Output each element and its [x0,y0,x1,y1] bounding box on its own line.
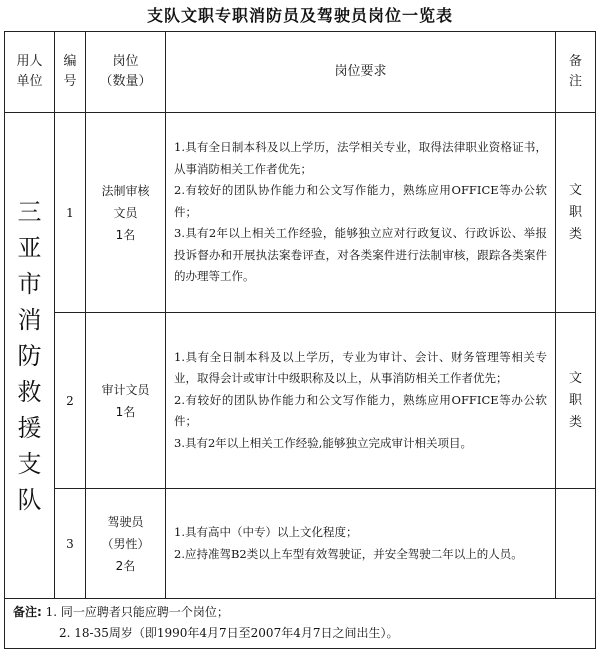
post-cell [86,313,166,489]
unit-cell [5,113,55,599]
table-row [5,113,596,313]
remark-cell [556,313,596,489]
header-post: 岗位 （数量） [86,32,166,113]
requirement-item: 2.应持准驾B2类以上车型有效驾驶证，并安全驾驶二年以上的人员。 [174,546,523,561]
row-number: 2 [55,313,86,489]
footer-notes [5,599,596,649]
table-row [5,489,596,599]
positions-table [4,31,596,649]
requirement-item: 1.具有全日制本科及以上学历，专业为审计、会计、财务管理等相关专业，取得会计或审计中级职称及以上，从事消防相关工作者优先； [174,349,547,386]
post-name: 驾驶员 （男性） [101,514,150,551]
requirements-cell [166,489,556,599]
post-name: 法制审核 文员 [101,183,150,220]
post-count: 1名 [115,227,136,242]
post-count: 1名 [115,404,136,419]
page-title: 支队文职专职消防员及驾驶员岗位一览表 [146,6,453,25]
post-cell [86,113,166,313]
requirement-item: 1.具有全日制本科及以上学历，法学相关专业，取得法律职业资格证书，从事消防相关工作者优先； [174,140,547,176]
table-row [5,313,596,489]
header-unit: 用人 单位 [5,32,55,113]
remark-cell [556,489,596,599]
post-cell [86,489,166,599]
remark-text: 文职类 [568,182,582,242]
header-requirements: 岗位要求 [166,32,556,113]
requirement-item: 2.有较好的团队协作能力和公文写作能力，熟练应用OFFICE等办公软件； [174,392,547,429]
footer-note-2: 2. 18-35周岁（即1990年4月7日至2007年4月7日之间出生）。 [59,626,399,640]
requirement-item: 1.具有高中（中专）以上文化程度； [174,525,358,539]
unit-name: 三亚市消防救援支队 [17,197,42,514]
post-name: 审计文员 [101,382,150,397]
post-count: 2名 [115,558,136,573]
requirement-item: 3.具有2年以上相关工作经验，能够独立应对行政复议、行政诉讼、举报投诉督办和开展执法案卷评查，对各类案件进行法制审核，跟踪各类案件的办理等工作。 [174,226,547,284]
footer-note-1: 1. 同一应聘者只能应聘一个岗位； [45,605,229,619]
requirements-cell [166,113,556,313]
header-row [5,32,596,113]
requirements-cell [166,313,556,489]
footer-label: 备注: [13,605,42,619]
row-number: 1 [55,113,86,313]
row-number: 3 [55,489,86,599]
remark-cell [556,113,596,313]
header-number: 编 号 [55,32,86,113]
requirement-item: 2.有较好的团队协作能力和公文写作能力，熟练应用OFFICE等办公软件； [174,183,547,219]
remark-text: 文职类 [568,370,582,430]
requirement-item: 3.具有2年以上相关工作经验,能够独立完成审计相关项目。 [174,435,472,450]
header-remarks: 备 注 [556,32,596,113]
footer-row [5,599,596,649]
